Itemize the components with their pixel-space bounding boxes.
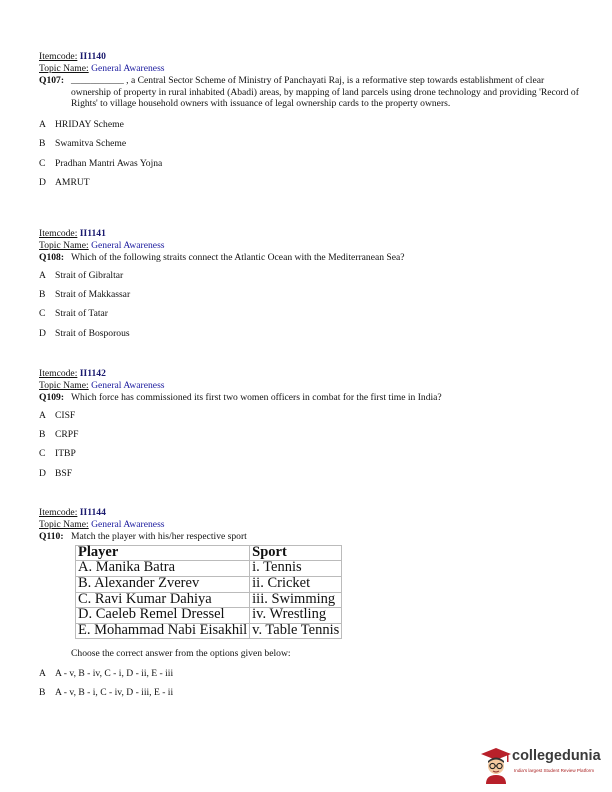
question-block-q110: [39, 507, 579, 707]
match-table: [75, 545, 342, 640]
option-a[interactable]: A HRIDAY Scheme: [39, 118, 124, 130]
option-c[interactable]: C ITBP: [39, 448, 76, 460]
option-b[interactable]: B Swamitva Scheme: [39, 138, 127, 150]
option-d[interactable]: D BSF: [39, 467, 73, 479]
graduate-mascot-icon: [480, 746, 512, 784]
topic-line: Topic Name: General Awareness: [39, 518, 165, 530]
question: [39, 392, 579, 404]
option-b[interactable]: B A - v, B - i, C - iv, D - iii, E - ii: [39, 687, 174, 699]
options-list: [39, 270, 579, 347]
topic-line: Topic Name: General Awareness: [39, 379, 165, 391]
itemcode: II1140: [79, 51, 106, 62]
question-number: Q110:: [39, 531, 64, 543]
topic-line: Topic Name: General Awareness: [39, 62, 165, 74]
topic-name: General Awareness: [91, 62, 165, 74]
topic-name: General Awareness: [91, 379, 165, 391]
question: [39, 252, 579, 264]
collegedunia-logo[interactable]: [480, 746, 608, 786]
answer-instruction: Choose the correct answer from the options given below:: [71, 648, 291, 660]
options-list: [39, 668, 579, 707]
question-number: Q107:: [39, 75, 65, 87]
options-list: [39, 119, 579, 196]
option-d[interactable]: D AMRUT: [39, 176, 90, 188]
question-block-q109: [39, 368, 579, 487]
option-a[interactable]: A Strait of Gibraltar: [39, 269, 124, 281]
table-row: D. Caeleb Remel Dressel iv. Wrestling: [76, 608, 342, 624]
option-d[interactable]: D Strait of Bosporous: [39, 327, 130, 339]
question-text: Match the player with his/her respective sport: [71, 531, 247, 543]
question-block-q108: [39, 228, 579, 347]
itemcode: II1142: [79, 368, 106, 379]
question-text: Which force has commissioned its first two women officers in combat for the first time in India?: [71, 392, 442, 404]
option-c[interactable]: C Pradhan Mantri Awas Yojna: [39, 157, 163, 169]
option-a[interactable]: A CISF: [39, 409, 76, 421]
options-list: [39, 410, 579, 487]
table-row: A. Manika Batra i. Tennis: [76, 561, 342, 577]
option-b[interactable]: B CRPF: [39, 429, 79, 441]
topic-line: Topic Name: General Awareness: [39, 239, 165, 251]
question-text: Which of the following straits connect the Atlantic Ocean with the Mediterranean Sea?: [71, 252, 405, 264]
header-player: Player: [76, 545, 250, 561]
itemcode-line: Itemcode: II1141: [39, 228, 106, 239]
logo-tagline: India's largest Student Review Platform: [514, 768, 595, 773]
option-a[interactable]: A A - v, B - iv, C - i, D - ii, E - iii: [39, 667, 174, 679]
table-row: E. Mohammad Nabi Eisakhil v. Table Tennis: [76, 623, 342, 639]
topic-name: General Awareness: [91, 518, 165, 530]
itemcode: II1141: [79, 228, 106, 239]
option-b[interactable]: B Strait of Makkassar: [39, 289, 131, 301]
question: [39, 531, 579, 543]
question-text: ___________ , a Central Sector Scheme of Ministry of Panchayati Raj, is a reformative step towards establishment of clear ownership of property in rural inhabited (Abadi) areas, by mapping of land parcels using drone technology and providing 'Record of Rights' to village household owners with issuance of legal ownership cards to the property owners.: [71, 75, 579, 110]
table-row: B. Alexander Zverev ii. Cricket: [76, 576, 342, 592]
itemcode: II1144: [79, 507, 106, 518]
question: [39, 75, 579, 110]
itemcode-line: Itemcode: II1140: [39, 51, 106, 62]
option-c[interactable]: C Strait of Tatar: [39, 308, 108, 320]
itemcode-line: Itemcode: II1142: [39, 368, 106, 379]
topic-name: General Awareness: [91, 239, 165, 251]
question-block-q107: [39, 51, 579, 196]
question-number: Q108:: [39, 252, 65, 264]
question-number: Q109:: [39, 392, 65, 404]
table-row: C. Ravi Kumar Dahiya iii. Swimming: [76, 592, 342, 608]
itemcode-line: Itemcode: II1144: [39, 507, 106, 518]
logo-wordmark: collegedunia: [512, 748, 601, 764]
header-sport: Sport: [250, 545, 342, 561]
